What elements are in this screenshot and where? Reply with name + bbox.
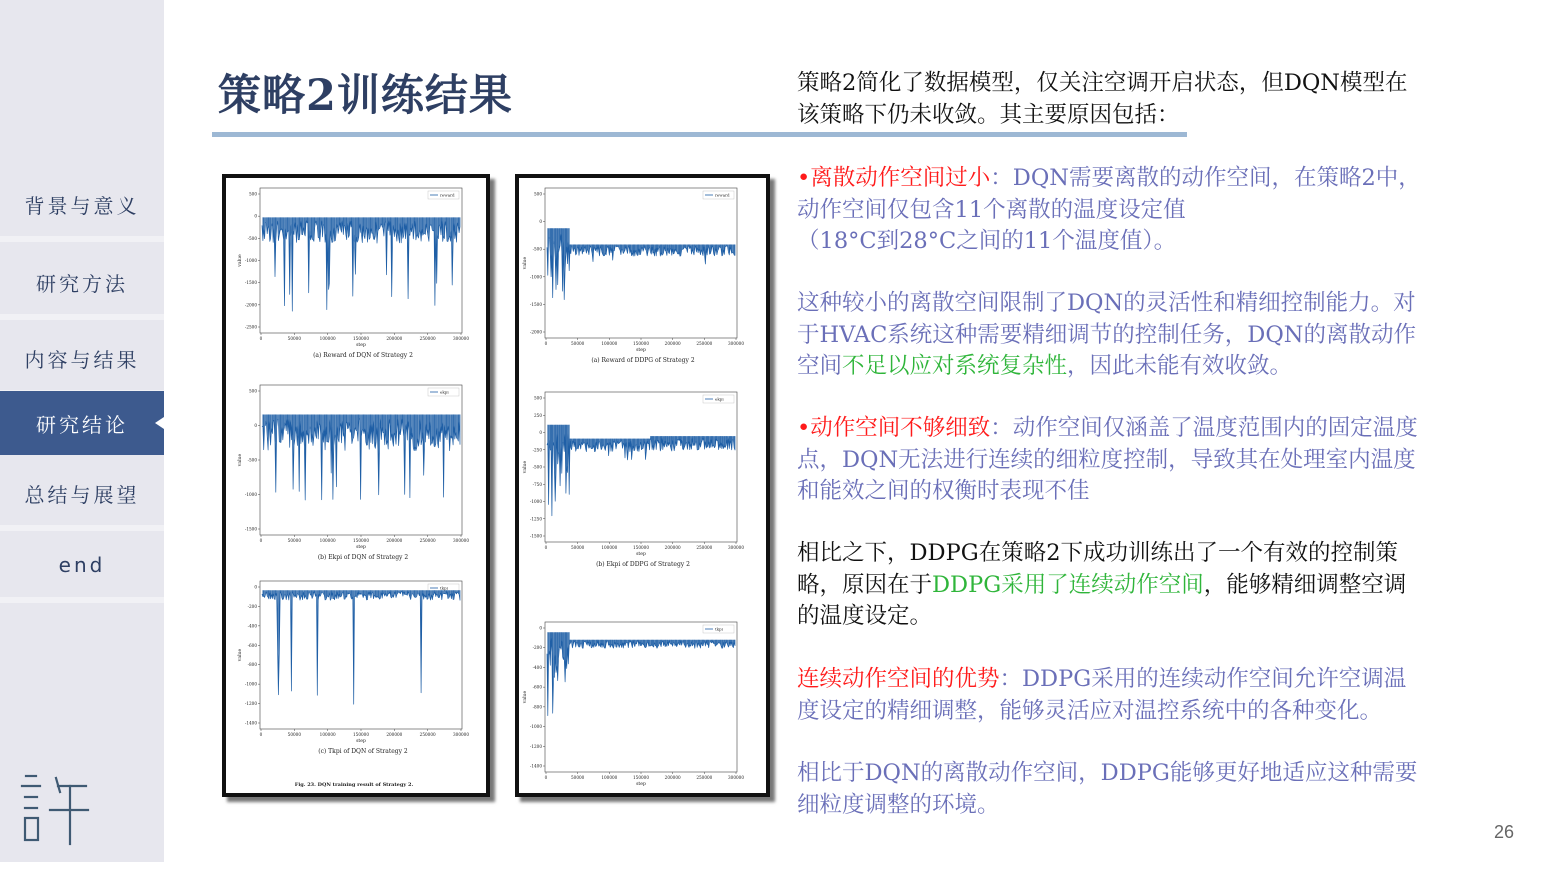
y-tick-label: 500: [249, 191, 257, 197]
text-line: 和能效之间的权衡时表现不佳: [797, 478, 1090, 504]
nav-item-label: 背景与意义: [24, 193, 140, 218]
x-tick-label: 0: [259, 732, 263, 737]
y-tick-label: 500: [249, 388, 257, 394]
y-tick-label: -1500: [529, 533, 542, 539]
highlight-text: DDPG采用了连续动作空间: [932, 571, 1204, 598]
x-tick-label: 300000: [453, 538, 469, 543]
chart-plot: [237, 385, 469, 550]
paragraph-coarse-action-space: [797, 413, 1527, 508]
y-tick-label: -600: [247, 642, 257, 648]
y-tick-label: -1400: [244, 720, 257, 726]
x-tick-label: 150000: [353, 336, 369, 341]
y-tick-label: -200: [247, 603, 257, 609]
x-tick-label: 100000: [319, 336, 336, 341]
y-tick-label: -250: [532, 447, 542, 453]
x-tick-label: 50000: [287, 336, 301, 341]
plot-caption: (a) Reward of DQN of Strategy 2: [313, 352, 413, 359]
text-span: 空间: [797, 353, 843, 379]
paragraph-ddpg-success: [797, 538, 1527, 633]
bullet-heading: •动作空间不够细致: [797, 415, 991, 441]
chart-legend: [703, 625, 734, 633]
x-tick-label: 150000: [633, 545, 649, 550]
text-line: （18°C到28°C之间的11个温度值）。: [797, 228, 1177, 254]
x-tick-label: 200000: [386, 732, 403, 737]
y-tick-label: 0: [254, 213, 257, 219]
text-line: 相比于DQN的离散动作空间，DDPG能够更好地适应这种需要: [797, 760, 1418, 786]
intro-line: 策略2简化了数据模型，仅关注空调开启状态，但DQN模型在: [797, 70, 1408, 96]
chart-legend: [428, 388, 459, 396]
x-tick-label: 200000: [386, 538, 403, 543]
highlight-text: 不足以应对系统复杂性: [842, 353, 1068, 379]
x-axis-label: step: [356, 545, 366, 550]
y-axis-label: value: [523, 690, 528, 704]
y-tick-label: -1000: [529, 724, 542, 730]
y-tick-label: -1500: [244, 526, 257, 532]
y-tick-label: -500: [247, 235, 257, 241]
x-tick-label: 50000: [287, 538, 301, 543]
x-tick-label: 0: [259, 538, 263, 543]
chart-legend: [703, 395, 734, 403]
x-tick-label: 100000: [601, 341, 618, 346]
y-tick-label: 250: [534, 412, 542, 418]
y-tick-label: -500: [247, 457, 257, 463]
y-axis-label: value: [238, 453, 243, 467]
x-tick-label: 250000: [419, 336, 436, 341]
y-axis-label: value: [238, 254, 243, 267]
x-tick-label: 300000: [728, 341, 744, 346]
y-tick-label: -1000: [244, 681, 257, 687]
y-tick-label: 500: [534, 191, 542, 197]
y-tick-label: -1500: [244, 280, 257, 286]
paragraph-flexibility: [797, 288, 1527, 383]
x-tick-label: 50000: [571, 775, 585, 780]
legend-label: tkpi: [440, 585, 448, 591]
text-line: 细粒度调整的环境。: [797, 791, 1000, 818]
chart-plot: [522, 622, 744, 787]
x-tick-label: 300000: [453, 336, 469, 341]
y-tick-label: -600: [532, 684, 542, 690]
x-axis-label: step: [636, 552, 646, 557]
nav-item-label: 总结与展望: [24, 482, 140, 507]
x-tick-label: 0: [544, 545, 548, 550]
y-tick-label: -1200: [529, 743, 542, 749]
legend-label: ekpi: [440, 389, 449, 395]
legend-label: reward: [715, 192, 730, 198]
y-tick-label: 0: [254, 584, 257, 590]
x-tick-label: 300000: [453, 732, 469, 737]
plot-caption: (b) Ekpi of DQN of Strategy 2: [317, 554, 409, 561]
y-tick-label: -800: [247, 662, 257, 668]
x-tick-label: 200000: [664, 775, 681, 780]
page-title: 策略2训练结果: [218, 71, 513, 121]
text-span: ，因此未能有效收敛。: [1067, 353, 1293, 379]
y-tick-label: -500: [532, 464, 542, 470]
x-tick-label: 250000: [696, 775, 713, 780]
x-tick-label: 150000: [353, 538, 369, 543]
x-tick-label: 150000: [633, 775, 649, 780]
text-line: 于HVAC系统这种需要精细调节的控制任务，DQN的离散动作: [797, 321, 1416, 348]
y-tick-label: -1500: [529, 301, 542, 307]
ddpg-figure: [519, 178, 766, 793]
x-tick-label: 250000: [696, 341, 713, 346]
plot-caption: (b) Ekpi of DDPG of Strategy 2: [596, 561, 690, 568]
y-tick-label: -1000: [244, 492, 257, 497]
chart-plot: [237, 581, 469, 744]
plot-caption: (c) Tkpi of DQN of Strategy 2: [318, 748, 408, 755]
x-tick-label: 200000: [386, 336, 403, 341]
x-tick-label: 150000: [353, 732, 369, 737]
x-tick-label: 250000: [696, 545, 713, 550]
legend-label: ekpi: [715, 396, 724, 402]
x-tick-label: 100000: [601, 775, 618, 780]
nav-item-summary[interactable]: [0, 461, 164, 531]
y-axis-label: value: [523, 256, 528, 270]
ddpg-figure-panel: [515, 174, 770, 797]
text-line: 动作空间仅包含11个离散的温度设定值: [797, 196, 1186, 223]
section-heading: 连续动作空间的优势: [797, 666, 1000, 692]
intro-line: 该策略下仍未收敛。其主要原因包括：: [797, 101, 1180, 128]
y-tick-label: 500: [534, 395, 542, 401]
dqn-figure: [226, 178, 486, 793]
text-span: ：DQN需要离散的动作空间，在策略2中，: [990, 165, 1421, 191]
y-tick-label: -400: [532, 664, 542, 670]
x-tick-label: 50000: [287, 732, 301, 737]
chart-plot: [522, 188, 744, 353]
x-tick-label: 100000: [601, 545, 618, 550]
text-line: 这种较小的离散空间限制了DQN的灵活性和精细控制能力。对: [797, 290, 1416, 316]
y-tick-label: 0: [539, 625, 542, 631]
bullet-heading: •离散动作空间过小: [797, 165, 991, 191]
paragraph-small-action-space: [797, 163, 1527, 258]
x-tick-label: 50000: [571, 545, 585, 550]
chart-legend: [703, 191, 734, 199]
y-tick-label: -1400: [529, 763, 542, 769]
x-tick-label: 0: [259, 336, 263, 341]
nav-item-label: 研究结论: [36, 412, 128, 437]
intro-paragraph: [797, 68, 1527, 131]
x-axis-label: step: [356, 343, 366, 348]
y-axis-label: value: [523, 460, 528, 474]
y-tick-label: -1000: [529, 499, 542, 504]
x-tick-label: 0: [544, 775, 548, 780]
x-tick-label: 200000: [664, 341, 681, 346]
x-tick-label: 0: [544, 341, 548, 346]
text-line: 点，DQN无法进行连续的细粒度控制，导致其在处理室内温度: [797, 446, 1416, 473]
paragraph-continuous-advantage: [797, 664, 1527, 727]
legend-label: reward: [440, 192, 455, 198]
nav-item-end[interactable]: [0, 533, 164, 603]
x-tick-label: 150000: [633, 341, 649, 346]
paragraph-comparison: [797, 758, 1527, 821]
nav-item-method[interactable]: [0, 250, 164, 320]
x-tick-label: 250000: [419, 538, 436, 543]
x-tick-label: 100000: [319, 538, 336, 543]
y-tick-label: -1000: [244, 258, 257, 263]
chart-legend: [428, 191, 459, 199]
plot-caption: (a) Reward of DDPG of Strategy 2: [591, 357, 695, 364]
x-tick-label: 250000: [419, 732, 436, 737]
y-tick-label: -800: [532, 704, 542, 710]
y-tick-label: -2000: [244, 302, 257, 308]
figure-caption: Fig. 23. DQN training result of Strategy 2.: [294, 782, 414, 788]
text-span: ：DDPG采用的连续动作空间允许空调温: [999, 666, 1407, 692]
x-tick-label: 300000: [728, 545, 744, 550]
x-axis-label: step: [356, 739, 366, 744]
y-tick-label: -2500: [244, 324, 257, 330]
nav-item-background[interactable]: [0, 172, 164, 242]
nav-item-label: 内容与结果: [24, 347, 140, 372]
text-line: 的温度设定。: [797, 603, 933, 629]
y-tick-label: -500: [532, 246, 542, 252]
x-tick-label: 50000: [571, 341, 585, 346]
nav-item-conclusion[interactable]: [0, 391, 164, 455]
title-underline: [212, 132, 1187, 137]
page-number: 26: [1494, 822, 1515, 842]
xu-logo: [20, 770, 90, 846]
sidebar: [0, 0, 164, 862]
y-tick-label: -200: [532, 645, 542, 651]
text-span: 略，原因在于: [797, 571, 933, 598]
nav-item-label: end: [58, 553, 106, 577]
plot-frame: [545, 188, 737, 338]
y-tick-label: -1000: [529, 274, 542, 280]
y-tick-label: 0: [539, 430, 542, 435]
x-tick-label: 100000: [319, 732, 336, 737]
y-axis-label: value: [238, 648, 243, 662]
text-span: ：动作空间仅涵盖了温度范围内的固定温度: [990, 415, 1418, 441]
nav-item-label: 研究方法: [36, 271, 128, 296]
y-tick-label: -1250: [529, 516, 542, 522]
y-tick-label: 0: [254, 423, 257, 428]
y-tick-label: -750: [532, 481, 542, 487]
text-line: 度设定的精细调整，能够灵活应对温控系统中的各种变化。: [797, 697, 1383, 724]
chart-plot: [237, 188, 469, 348]
x-axis-label: step: [636, 782, 646, 787]
plot-frame: [545, 392, 737, 542]
x-tick-label: 300000: [728, 775, 744, 780]
x-axis-label: step: [636, 348, 646, 353]
y-tick-label: -2000: [529, 329, 542, 335]
y-tick-label: -400: [247, 623, 257, 629]
legend-label: tkpi: [715, 626, 723, 632]
chart-plot: [522, 392, 744, 557]
text-span: ，能够精细调整空调: [1203, 571, 1407, 598]
y-tick-label: -1200: [244, 701, 257, 707]
text-line: 相比之下，DDPG在策略2下成功训练出了一个有效的控制策: [797, 540, 1399, 566]
dqn-figure-panel: [222, 174, 490, 797]
x-tick-label: 200000: [664, 545, 681, 550]
y-tick-label: 0: [539, 219, 542, 225]
nav-item-content-results[interactable]: [0, 326, 164, 396]
